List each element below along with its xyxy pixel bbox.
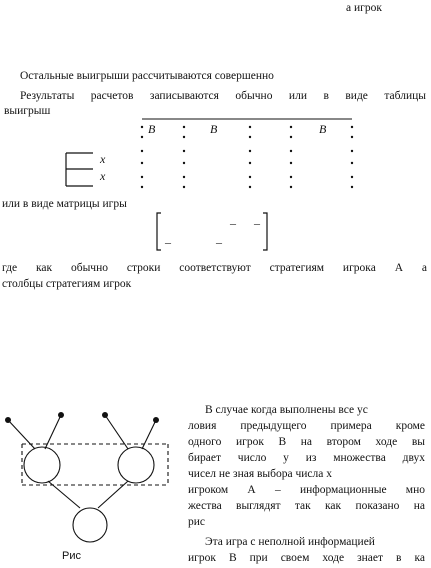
game-matrix: [150, 210, 280, 255]
side-text-line: одного игрок В на втором ходе вы: [188, 436, 425, 448]
table-cell-dot: [141, 176, 143, 178]
paragraph-remaining-payoffs: Остальные выигрыши рассчитываются совершенно: [20, 70, 274, 82]
terminal-node: [102, 412, 108, 418]
side-text-line: чисел не зная выбора числа x: [188, 468, 332, 480]
table-cell-dot: [249, 126, 251, 128]
side-text-line: рис: [188, 516, 206, 528]
table-cell-dot: [141, 186, 143, 188]
table-cell-dot: [249, 186, 251, 188]
col-header-b-2: B: [210, 122, 218, 136]
side-text-line: ловия предыдущего примера кроме: [188, 420, 425, 432]
side-text-line: Эта игра с неполной информацией: [205, 536, 375, 548]
table-cell-dot: [141, 150, 143, 152]
terminal-node: [153, 417, 159, 423]
table-cell-dot: [183, 150, 185, 152]
matrix-right-bracket: [263, 213, 267, 250]
table-cell-dot: [141, 162, 143, 164]
player-a-root-node: [73, 508, 107, 542]
table-cell-dot: [141, 136, 143, 138]
table-cell-dot: [290, 150, 292, 152]
matrix-minus-3: –: [165, 235, 171, 249]
table-cell-dot: [351, 136, 353, 138]
table-cell-dot: [249, 150, 251, 152]
table-cell-dot: [183, 162, 185, 164]
paragraph-rows-columns-line-1: где как обычно строки соответствуют стратегиям игрока А а: [2, 262, 427, 274]
matrix-left-bracket: [157, 213, 161, 250]
side-text-line: бирает число у из множества двух: [188, 452, 425, 464]
table-cell-dot: [290, 186, 292, 188]
side-text-line: В случае когда выполнены все ус: [205, 404, 368, 416]
payoff-table: [60, 113, 360, 193]
matrix-minus-1: –: [230, 216, 236, 230]
table-cell-dot: [249, 136, 251, 138]
table-cell-dot: [290, 126, 292, 128]
terminal-node: [5, 417, 11, 423]
paragraph-results-line-2: выигрыш: [4, 105, 51, 117]
game-tree-figure: [0, 405, 185, 568]
side-text-line: игрок В при своем ходе знает в ка: [188, 552, 425, 564]
table-cell-dot: [290, 136, 292, 138]
table-cell-dot: [249, 162, 251, 164]
figure-caption: Рис: [62, 550, 81, 562]
table-cell-dot: [183, 176, 185, 178]
matrix-minus-2: –: [254, 216, 260, 230]
table-cell-dot: [141, 126, 143, 128]
col-header-b-3: B: [319, 122, 327, 136]
row-label-x-1: x: [100, 152, 106, 166]
table-row-bracket: [66, 153, 93, 186]
table-cell-dot: [351, 162, 353, 164]
table-cell-dot: [183, 136, 185, 138]
table-cell-dot: [351, 150, 353, 152]
table-cell-dot: [183, 186, 185, 188]
player-b-node-left: [24, 447, 60, 483]
matrix-intro: или в виде матрицы игры: [2, 198, 127, 210]
side-text-line: жества выглядят так как показано на: [188, 500, 425, 512]
row-label-x-2: x: [100, 169, 106, 183]
table-cell-dot: [351, 186, 353, 188]
paragraph-results-line-1: Результаты расчетов записываются обычно или в виде таблицы: [20, 90, 426, 102]
header-fragment: а игрок: [346, 2, 382, 14]
side-text-line: игроком А – информационные мно: [188, 484, 425, 496]
terminal-node: [58, 412, 64, 418]
col-header-b-1: B: [148, 122, 156, 136]
table-cell-dot: [249, 176, 251, 178]
player-b-node-right: [118, 447, 154, 483]
matrix-minus-4: –: [216, 235, 222, 249]
paragraph-rows-columns-line-2: столбцы стратегиям игрок: [2, 278, 132, 290]
table-cell-dot: [290, 176, 292, 178]
table-cell-dot: [351, 126, 353, 128]
table-cell-dot: [290, 162, 292, 164]
tree-edge: [142, 420, 156, 449]
table-cell-dot: [183, 126, 185, 128]
table-cell-dot: [351, 176, 353, 178]
